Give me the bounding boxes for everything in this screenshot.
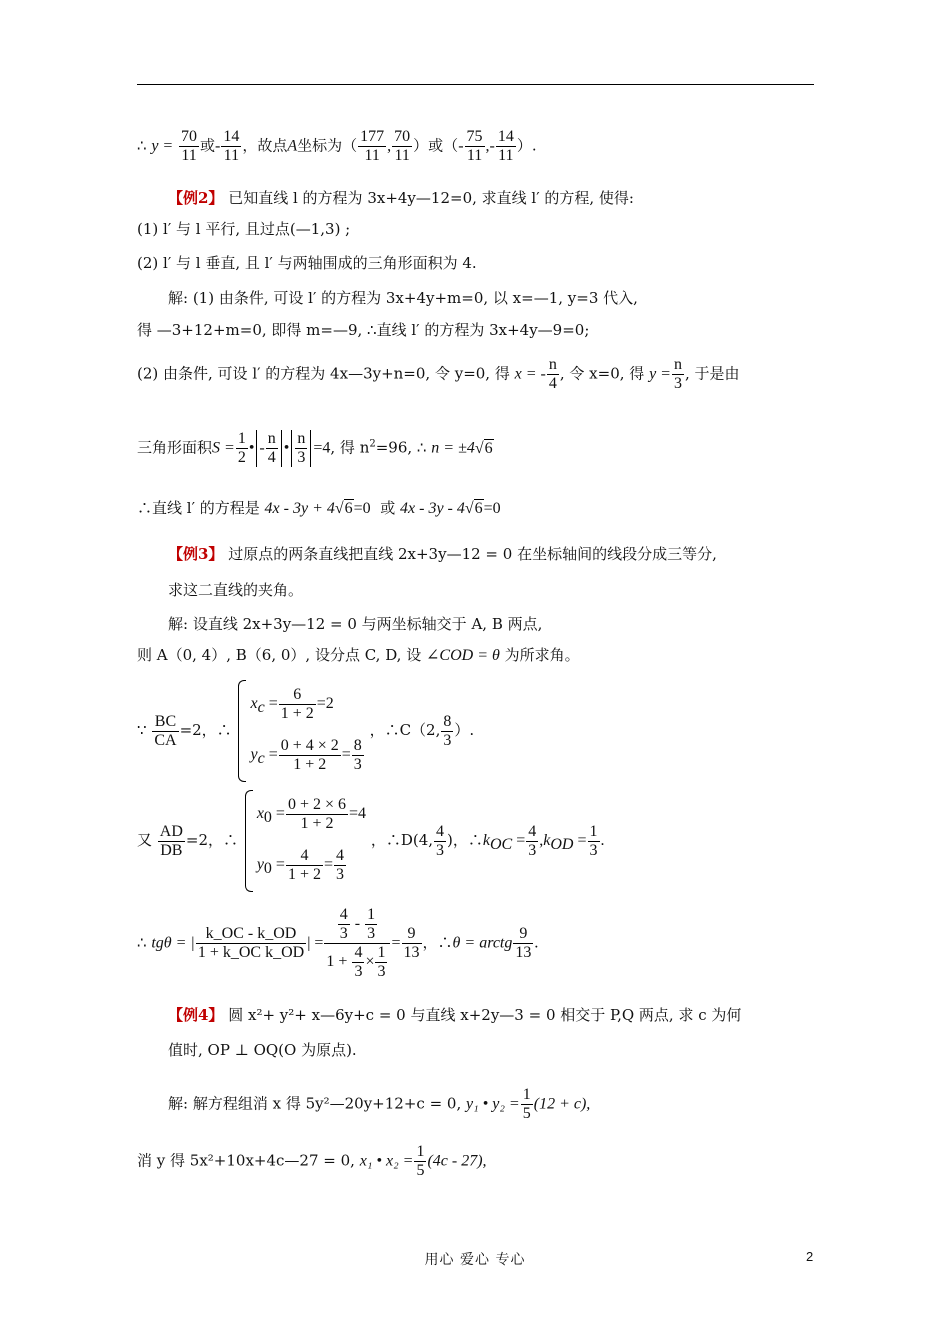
example-3-solution-1: 解: 设直线 2x+3y—12 = 0 与两坐标轴交于 A, B 两点, (168, 615, 543, 633)
therefore-symbol: ∴ (137, 136, 147, 155)
equation-system: $x_c$ = $\frac{6}{1 + 2}$ =2 $y_c$ = $\frac{0 + 4 \times 2}{1 + 2}$ = $\frac{8}{3}$ (236, 680, 364, 782)
example-2-question-2: (2) l′ 与 l 垂直, 且 l′ 与两轴围成的三角形面积为 4. (137, 254, 477, 272)
square-root: √6 (474, 439, 493, 457)
fraction: $\frac{1}{3}$ (367, 906, 376, 942)
fraction: $\frac{9}{13}$ (403, 925, 420, 961)
example-tag: 【例2】 (168, 189, 224, 207)
fraction: $\frac{k\_OC - k\_OD}{\text{1 + k\_OC k\_OD}}$ (197, 925, 305, 961)
fraction: $\frac{9}{13}$ (515, 925, 532, 961)
example-tag: 【例4】 (168, 1006, 224, 1024)
example-2-question-1: (1) l′ 与 l 平行, 且过点(—1,3) ; (137, 220, 351, 238)
square-root: √6 (464, 500, 483, 517)
fraction: $\frac{0 + 4 \times 2}{1 + 2}$ (280, 736, 339, 773)
fraction: $\frac{4}{3}$ (336, 846, 345, 883)
example-2-solution-5: ∴直线 l′ 的方程是 4x - 3y + 4√6=0 或 4x - 3y - 4√6=0 (137, 499, 501, 517)
example-2-heading (168, 188, 634, 208)
example-tag: 【例3】 (168, 545, 224, 563)
fraction: $\frac{1}{3}$ (589, 822, 598, 859)
fraction: $\frac{177}{11}$ (360, 128, 385, 164)
fraction: $\frac{8}{3}$ (353, 736, 362, 773)
fraction: $\frac{8}{3}$ (443, 712, 452, 749)
fraction: $\frac{0 + 2 \times 6}{1 + 2}$ (287, 795, 346, 832)
text-or: 或 (200, 136, 216, 155)
fraction: $\frac{4}{3}$ (354, 944, 363, 980)
example-3-solution-5: ∴ tgθ = | $\frac{k\_OC - k\_OD}{\text{1 + k\_OC k\_OD}}$ | = $\frac{4}{3}$ - $\frac{1}{3}$ 1 + $\frac{4}{3}$ × $\frac{1}{3}$ = $\frac{9}{13}$ ，∴θ = arctg $\frac{9}{13}$ . (137, 906, 539, 980)
example-4-heading-cont: 值时, OP ⊥ OQ(O 为原点). (168, 1041, 357, 1059)
fraction: $\frac{4}{1 + 2}$ (287, 846, 321, 883)
expr-y: y = (151, 137, 174, 155)
example-3-solution-4: 又 $\frac{AD}{DB}$ =2，∴ $x_0$ = $\frac{0 + 2 \times 6}{1 + 2}$ =4 $y_0$ = $\frac{4}{1 + 2}$ = $\frac{4}{3}$ ，∴D(4, $\frac{4}{3}$ )，$\therefore k_{OC}$ = $\frac{4}{3}$ $,k_{OD}$ = $\frac{1}{3}$ . (137, 790, 605, 892)
example-3-solution-3: ∵ $\frac{BC}{CA}$ =2，∴ $x_c$ = $\frac{6}{1 + 2}$ =2 $y_c$ = $\frac{0 + 4 \times 2}{1 + 2}$ = $\frac{8}{3}$ ，∴C（2, $\frac{8}{3}$ ）. (137, 680, 474, 782)
absolute-value: - $\frac{n}{4}$ (256, 430, 281, 467)
compound-fraction: $\frac{4}{3}$ - $\frac{1}{3}$ 1 + $\frac{4}{3}$ × $\frac{1}{3}$ (324, 906, 390, 981)
fraction: $\frac{75}{11}$ (466, 128, 483, 164)
example-text: 过原点的两条直线把直线 2x+3y—12 = 0 在坐标轴间的线段分成三等分, (228, 545, 717, 563)
equation-system: $x_0$ = $\frac{0 + 2 \times 6}{1 + 2}$ =4 $y_0$ = $\frac{4}{1 + 2}$ = $\frac{4}{3}$ (243, 790, 366, 892)
example-text: 圆 x²+ y²+ x—6y+c = 0 与直线 x+2y—3 = 0 相交于 P,Q 两点, 求 c 为何 (228, 1006, 742, 1024)
fraction: $\frac{n}{3}$ (297, 430, 306, 466)
example-2-solution-2: 得 —3+12+m=0, 即得 m=—9, ∴直线 l′ 的方程为 3x+4y—9=0; (137, 321, 590, 339)
page-number: 2 (806, 1249, 814, 1264)
fraction: $\frac{n}{4}$ (267, 430, 276, 466)
fraction: $\frac{1}{2}$ (237, 430, 246, 466)
fraction: $\frac{4}{3}$ (436, 822, 445, 859)
fraction: $\frac{70}{11}$ (181, 128, 198, 164)
fraction: $\frac{AD}{DB}$ (159, 822, 183, 859)
line-point-a-coordinates: ∴ y = $\frac{70}{11}$ 或- $\frac{14}{11}$ ，故点A坐标为（ $\frac{177}{11}$ , $\frac{70}{11}$ ）或（- $\frac{75}{11}$ ,- $\frac{14}{11}$ ）. (137, 128, 537, 164)
example-3-solution-2: 则 A（0, 4）, B（6, 0）, 设分点 C, D, 设 ∠COD = θ 为所求角。 (137, 646, 580, 664)
fraction: $\frac{14}{11}$ (223, 128, 240, 164)
fraction: $\frac{1}{5}$ (416, 1143, 425, 1179)
example-3-heading-cont: 求这二直线的夹角。 (168, 581, 304, 599)
fraction: $\frac{14}{11}$ (497, 128, 514, 164)
fraction: $\frac{4}{3}$ (339, 906, 348, 942)
example-2-solution-3: (2) 由条件, 可设 l′ 的方程为 4x—3y+n=0, 令 y=0, 得 x = - $\frac{n}{4}$ , 令 x=0, 得 y = $\frac{n}{3}$ , 于是由 (137, 356, 740, 392)
fraction: $\frac{n}{4}$ (548, 356, 557, 392)
fraction: $\frac{6}{1 + 2}$ (280, 685, 314, 722)
fraction: $\frac{BC}{CA}$ (154, 712, 177, 749)
absolute-value (291, 430, 311, 467)
page-footer: 用心 爱心 专心 (424, 1252, 526, 1268)
fraction: $\frac{4}{3}$ (528, 822, 537, 859)
fraction: $\frac{1}{5}$ (522, 1086, 531, 1122)
square-root: √6 (334, 500, 353, 517)
fraction: $\frac{70}{11}$ (394, 128, 411, 164)
example-text: 已知直线 l 的方程为 3x+4y—12=0, 求直线 l′ 的方程, 使得: (228, 189, 634, 207)
header-rule (137, 84, 814, 85)
example-2-solution-1: 解: (1) 由条件, 可设 l′ 的方程为 3x+4y+m=0, 以 x=—1, y=3 代入, (168, 289, 638, 307)
example-4-heading (168, 1005, 741, 1025)
fraction: $\frac{n}{3}$ (673, 356, 682, 392)
example-2-solution-4: 三角形面积S = $\frac{1}{2}$ • - $\frac{n}{4}$ • $\frac{n}{3}$ =4, 得 $n^2=96$, ∴ n = ±4√6 (137, 430, 493, 466)
fraction: $\frac{1}{3}$ (377, 944, 386, 980)
example-4-solution-2: 消 y 得 5x²+10x+4c—27 = 0, x₁ • x₂ = $\frac{1}{5}$ (4c - 27), (137, 1143, 487, 1179)
example-4-solution-1: 解: 解方程组消 x 得 5y²—20y+12+c = 0, y₁ • y₂ = $\frac{1}{5}$ (12 + c), (168, 1086, 591, 1122)
example-3-heading (168, 544, 717, 564)
